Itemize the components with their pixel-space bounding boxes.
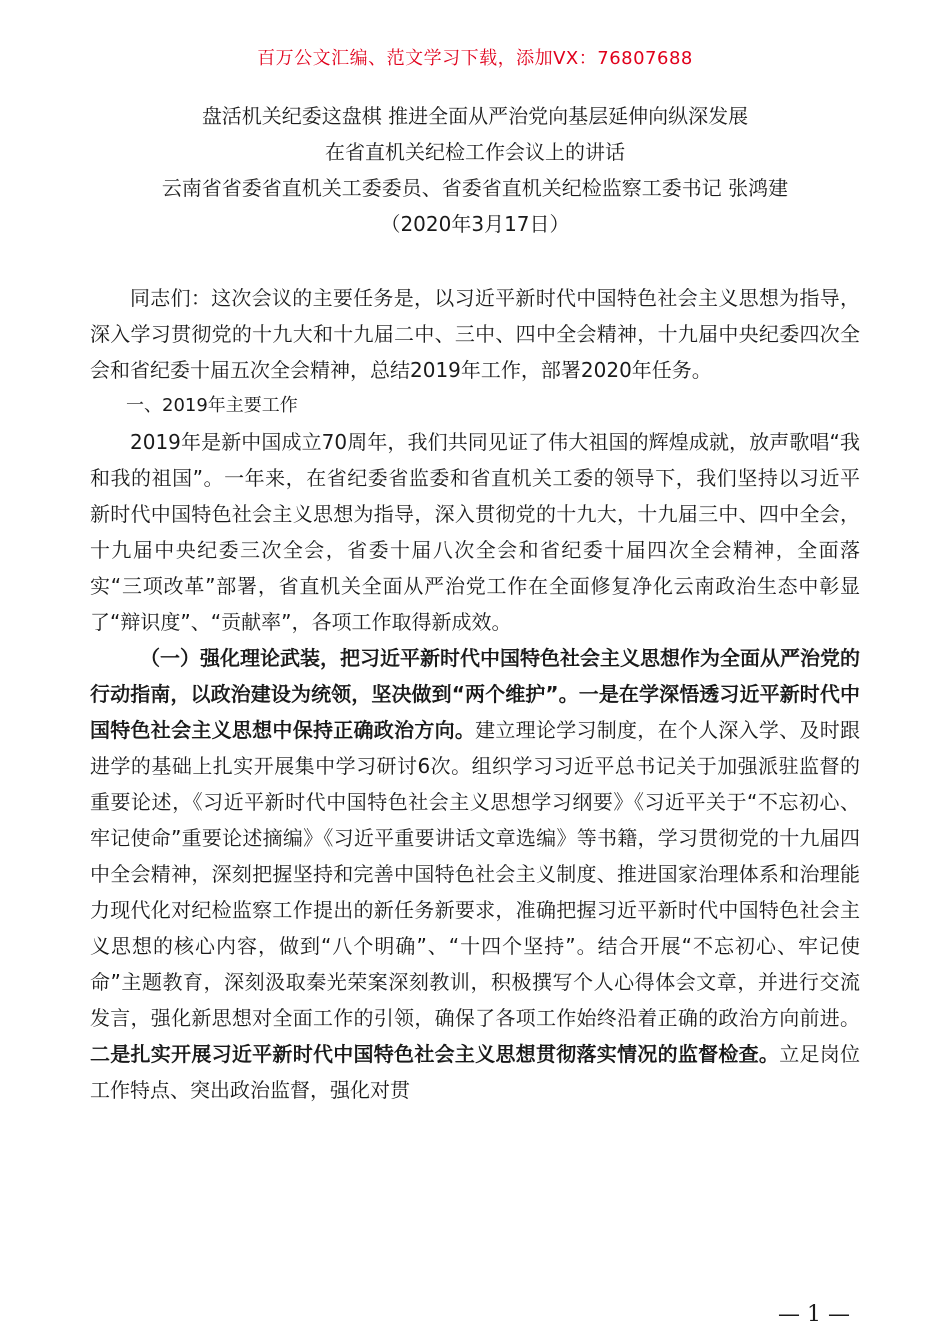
title-block (60, 98, 890, 242)
paragraph-theory-text: 建立理论学习制度，在个人深入学、及时跟进学的基础上扎实开展集中学习研讨6次。组织学习习近平总书记关于加强派驻监督的重要论述，《习近平新时代中国特色社会主义思想学习纲要》《习近平关于“不忘初心、牢记使命”重要论述摘编》《习近平重要讲话文章选编》等书籍，学习贯彻党的十九届四中全会精神，深刻把握坚持和完善中国特色社会主义制度、推进国家治理体系和治理能力现代化对纪检监察工作提出的新任务新要求，准确把握习近平新时代中国特色社会主义思想的核心内容，做到“八个明确”、“十四个坚持”。结合开展“不忘初心、牢记使命”主题教育，深刻汲取秦光荣案深刻教训，积极撰写个人心得体会文章，并进行交流发言，强化新思想对全面工作的引领，确保了各项工作始终沿着正确的政治方向前进。 (90, 718, 861, 1030)
section-heading-1: 一、2019年主要工作 (126, 395, 298, 416)
paragraph-theory (90, 640, 860, 1108)
speaker-info: 云南省省委省直机关工委委员、省委省直机关纪检监察工委书记 张鸿建 (161, 176, 789, 200)
document-body (90, 280, 860, 1108)
speech-title: 盘活机关纪委这盘棋 推进全面从严治党向基层延伸向纵深发展 (201, 104, 749, 128)
paragraph-2019-summary: 2019年是新中国成立70周年，我们共同见证了伟大祖国的辉煌成就，放声歌唱“我和我的祖国”。一年来，在省纪委省监委和省直机关工委的领导下，我们坚持以习近平新时代中国特色社会主义思想为指导，深入贯彻党的十九大，十九届三中、四中全会，十九届中央纪委三次全会，省委十届八次全会和省纪委十届四次全会精神，全面落实“三项改革”部署，省直机关全面从严治党工作在全面修复净化云南政治生态中彰显了“辩识度”、“贡献率”，各项工作取得新成效。 (90, 430, 860, 634)
subheading-theory: （一）强化理论武装，把习近平新时代中国特色社会主义思想作为全面从严治党的行动指南，以政治建设为统领，坚决做到“两个维护”。一是在学深悟透习近平新时代中国特色社会主义思想中保持正确政治方向。 (90, 646, 860, 742)
page-number: — 1 — (778, 1302, 850, 1327)
speech-date: （2020年3月17日） (380, 212, 570, 236)
speech-occasion: 在省直机关纪检工作会议上的讲话 (325, 140, 625, 164)
subheading-supervision: 二是扎实开展习近平新时代中国特色社会主义思想贯彻落实情况的监督检查。 (90, 1042, 780, 1066)
intro-paragraph: 同志们：这次会议的主要任务是，以习近平新时代中国特色社会主义思想为指导，深入学习贯彻党的十九大和十九届二中、三中、四中全会精神，十九届中央纪委四次全会和省纪委十届五次全会精神，总结2019年工作，部署2020年任务。 (90, 286, 860, 382)
promo-banner: 百万公文汇编、范文学习下载，添加VX：76807688 (257, 48, 693, 69)
paragraph-supervision-text: 立足岗位工作特点、突出政治监督，强化对贯 (90, 1042, 861, 1102)
